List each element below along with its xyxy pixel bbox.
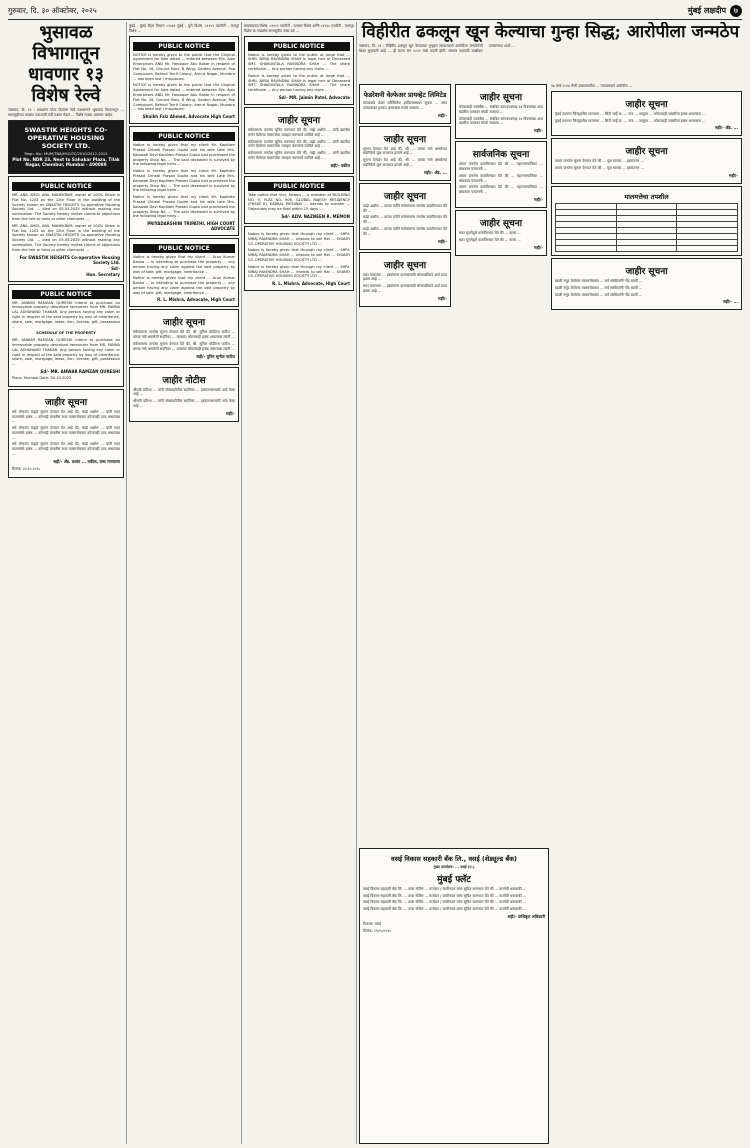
marathi-notice-body-cont: सर्व लोकांना याद्वारे सूचना देण्यात येत आहे की, माझे अशील ... यांनी सदर मालमत्तेचे हक्क ... कोणाही व्यक्तीस सदर मालमत्तेबाबत कोणताही दावा असल्यास ... (12, 426, 120, 440)
notice-label: PUBLIC NOTICE (248, 182, 350, 191)
notice-body: सूचना देण्यात येत आहे की, श्री. ... यांच्या नावे असलेल्या सदनिकेचे मूळ करारपत्र हरवले आहे ... (363, 146, 447, 156)
sale-sign: R. L. Mishra, Advocate, High Court (272, 281, 350, 287)
notice-title: जाहीर सूचना (383, 191, 427, 202)
marathi-body: सर्वसामान्य जनतेस सूचना देण्यात येते की, श्री. सुनिल धोंडीराम पाटील ... यांच्या नावे असलेली सदनिका ... याबाबत कोणाचाही हक्क असल्यास त्यांनी ... (133, 330, 235, 340)
marathi-notice-col6b (551, 138, 742, 184)
transfer-public-notice (244, 176, 354, 224)
purchase-public-notice (8, 284, 124, 387)
notice-sign: सही/- (534, 244, 543, 250)
notice-sign: सही/- ॲड. ... (714, 125, 738, 131)
notice-sign: सही/- (438, 238, 447, 244)
marathi-notice-col5b (455, 141, 547, 208)
schedule-body: MR. ANWAR RAMZAN QURESHI intend to purchase an immovable property described hereunder from MR. PANNA LAL ASHANAND THAKAR. Any person having any claim or right in respect of the said property by way of inheritance, share, sale, mortgage, lease, lien, license, gift, possession ... (12, 338, 120, 367)
bank-possession-notice (359, 848, 549, 1144)
notice-label: PUBLIC NOTICE (248, 42, 350, 51)
notice-title: सार्वजनिक सूचना (472, 150, 530, 161)
notice-title: जाहीर सूचना (162, 318, 206, 329)
marathi-notice-body-cont2: सर्व लोकांना याद्वारे सूचना देण्यात येत आहे की, माझे अशील ... यांनी सदर मालमत्तेचे हक्क ... कोणाही व्यक्तीस सदर मालमत्तेबाबत कोणताही दावा असल्यास ... (12, 442, 120, 457)
notice-title: जाहीर सूचना (383, 134, 427, 145)
notice-title: जाहीर सूचना (479, 93, 523, 103)
notice-body: तमाम जनतेस सूचना देण्यात येते की ... मूळ मालक ... हस्तांतरण ... (555, 159, 644, 164)
notice-body: मुंबई उपनगर जिल्ह्यातील मालमत्ता ... सिटी सर्व्हे क्र. ... गाव ... तालुका ... कोणत्याही व्यक्तीचा हक्क असल्यास ... (555, 111, 706, 116)
purchase-intent-body: Notice is hereby given that my client ... Arun Kumar Banka ... is intending to purchase the property ... any person having any claim against the said property by way of sale, gift, mortgage, inheritance ... (133, 255, 235, 274)
society-notice-body: MR. ANIL AMOL ANIL MANEKRAM, owner of 100% Share in Flat No. 1203 on the 12th Floor in the building of the Society known as SWASTIK HEIGHTS Co-operative Housing Society Ltd. ... died on 05.05.2025 without making any nomination. The Society hereby invites claims or objections from the heir or heirs or other claimants ... (12, 192, 120, 221)
marathi-notice-col3 (244, 107, 354, 174)
header-rule (8, 19, 742, 20)
page-number: ७ (730, 5, 742, 17)
lead-headline: विहीरीत ढकलून खून केल्याचा गुन्हा सिद्ध; आरोपीला जन्मठेप (361, 22, 740, 42)
column-3 (244, 22, 354, 1144)
marathi-notice-sign: सही/- ॲड. प्रशांत ... वकील, उच्च न्यायालय (53, 458, 120, 464)
notice-title: जाहीर सूचना (625, 99, 668, 110)
property-table (555, 203, 738, 252)
column-5 (455, 82, 547, 842)
marathi2-body-cont: श्रीमती प्रतिभा ... यांनी सोसायटीतील सदनिका ... हस्तांतरणासाठी अर्ज केला आहे ... (133, 399, 235, 409)
notice-label: PUBLIC NOTICE (12, 290, 120, 299)
shop-heirs-body: Notice is hereby given that my client Mr. Kapildev Prasad Chhedi Prasad Gupta and his wife Late Mrs. Kalawati Devi Kapildev Prasad Gupta had purchased the property Shop No. ... The said deceased is survived by the following legal heirs ... (133, 143, 235, 167)
bank-date: दिनांक: २९/१०/२०२५ (363, 928, 392, 933)
heir-notice-sign: Sd/- MR. Jaimin Patel, Advocate (278, 94, 350, 100)
column-1 (8, 22, 124, 1144)
marathi-notice-col1 (8, 389, 124, 478)
transfer-sign: Sd/- ADV. NAZNEEN R. MEMON (281, 213, 350, 219)
notice-title: जाहीर सूचना (44, 397, 88, 408)
marathi-notice-date: दिनांक: ३०.१०.२०२५ (12, 466, 41, 471)
shop-heirs-notice (129, 126, 239, 236)
marathi-notice-body: सर्व लोकांना याद्वारे सूचना देण्यात येत आहे की, माझे अशील ... यांनी सदर मालमत्तेचे हक्क ... कोणाही व्यक्तीस सदर मालमत्तेबाबत कोणताही दावा असल्यास ... (12, 409, 120, 424)
sale-public-notice (244, 226, 354, 291)
col3-intro: ग्रामपंचायत विशेष, ०११०९ एलटीटी - बनारस विशेष आणि ०२१३० एलटीटी - दानापूर विशेष या गाड्यांना सणासुदीत जादा डबे ... (244, 24, 354, 33)
heir-public-notice (244, 36, 354, 105)
lead-story-head (359, 22, 742, 82)
fixed-box-sign: सही/- (438, 112, 447, 118)
marathi-notice-col6c (551, 258, 742, 310)
transfer-body: Take notice that Shri. Farooq ... a member of BUILDING NO. 9, FLAT NO. 906, GLOBAL RAJESH RESIDENCY (PHASE II), KABRAL PATHWAY ... intends to transfer ... Objections may be filed within 15 days ... (248, 192, 350, 212)
table-title: मालमत्तेचा तपशील (624, 192, 669, 201)
col2-intro: मुंबई - मुंबई सेंट्रल विभाग ०१०७१ मुंबई - पुणे विशेष, ०११२१ एलटीटी - नागपूर विशेष ... (129, 24, 239, 33)
society-notice-body-cont: MR. ANIL AMOL ANIL MANEKRAM, owner of 100% Share in Flat No. 1203 on the 12th Floor in the building of the Society known as SWASTIK HEIGHTS Co-operative Housing Society Ltd. ... died on 05.05.2025 without making any nomination. The Society hereby invites claims or objections from the heir or heirs or other claimants ... (12, 223, 120, 252)
notice-body: माझे अशील ... यांच्या वतीने सर्वसामान्य जनतेस कळविण्यात येते की ... (363, 203, 447, 213)
notice-body: तमाम जनतेस कळविण्यात येते की ... महानगरपालिका ... बांधकाम परवानगी ... (459, 162, 543, 171)
shop-heirs-sign: PRIYADARSHINI TRIPATHI, HIGH COURT ADVOCATE (147, 221, 235, 232)
notice-label: PUBLIC NOTICE (133, 42, 235, 51)
purchase-intent-notice (129, 238, 239, 307)
society-sign-title: Hon. Secretary (86, 271, 120, 277)
marathi-notice-col2b (129, 367, 239, 422)
bank-notice-body-cont2: वसई विकास सहकारी बँक लि. ... ताबा नोटीस ... कर्जदार / जामीनदार यांना सूचित करण्यात येते की ... कर्जाची थकबाकी ... (363, 900, 527, 905)
marathi-notice-col4c (359, 252, 451, 307)
notice-title: जाहीर सूचना (625, 266, 668, 277)
society-address: Plot No. NDR 23, Next to Sahakar Plaza, Tilak Nagar, Chembur, Mumbai - 400089 (12, 157, 120, 168)
purchase-sign: Sd/- MR. ANWAR RAMZAN QURESHI (40, 368, 120, 374)
fixed-box-body: यांच्याकडे शेअर सर्टिफिकेट हरविल्याबाबत सूचना ... सदर दाव्याबाबत हरकत असल्यास संपर्क साधावा ... (363, 101, 447, 110)
society-reg: Regn. No.: MUM/TNA/HSG/TC/2010/2012-2013 (24, 151, 108, 156)
notice-body-cont: कोणत्याही व्यक्तीस ... संबंधित कागदपत्रांसह १४ दिवसांच्या आत खालील पत्त्यावर संपर्क साधावा ... (459, 116, 543, 126)
marathi-notice-col5c (455, 210, 547, 256)
property-table-notice (551, 186, 742, 256)
notice-body-cont: सदर सूचनेद्वारे कळविण्यात येते की ... वारस ... (459, 237, 521, 242)
notice-sign: सही/- ... (723, 299, 738, 305)
sale-body-cont2: Notice is hereby given that through my client ... SHRI. NIRAJ RAVINDRA SHAH ... intends to sell flat ... SHANTI CO-OPERATIVE HOUSING SOCIETY LTD ... (248, 264, 350, 279)
marathi-notice-col4b (359, 183, 451, 250)
table-row (556, 245, 738, 251)
col1-intro: जळगाव, दि. २९ : प्रवाशांना मोठा दिलासा रेल्वे प्रशासनाने भुसावळ विभागातून ... सणासुदीच्या काळात प्रवाशांची गर्दी लक्षात घेऊन ... विशेष गाड्या धावणार आहेत. (8, 108, 124, 117)
notice-body-cont: मुंबई उपनगर जिल्ह्यातील मालमत्ता ... सिटी सर्व्हे क्र. ... गाव ... तालुका ... कोणत्याही व्यक्तीचा हक्क असल्यास ... (555, 118, 706, 123)
headline-bhusawal: भुसावळ विभागातून धावणार १३ विशेष रेल्वे (28, 22, 104, 106)
notice-label: PUBLIC NOTICE (133, 132, 235, 141)
lost-agreement-sign: Shaikh Faiz Ahmed, Advocate High Court (142, 114, 235, 120)
column-4 (359, 82, 451, 842)
column-divider (126, 22, 127, 1144)
marathi-body-cont: सर्वसामान्य जनतेस सूचना देण्यात येते की, श्री. सुनिल धोंडीराम पाटील ... यांच्या नावे असलेली सदनिका ... याबाबत कोणाचाही हक्क असल्यास त्यांनी ... (133, 342, 235, 351)
notice-title: जाहीर सूचना (277, 115, 321, 126)
bank-place: ठिकाण: वसई (363, 921, 381, 926)
column-divider (241, 22, 242, 1144)
bank-subtitle: मुख्य कार्यालय: ... वसई (प.) (433, 865, 475, 869)
notice-sign: सही/- (534, 196, 543, 202)
society-sign: Sd/- (111, 265, 120, 271)
marathi-notice-col2 (129, 309, 239, 364)
society-public-notice (8, 176, 124, 282)
notice-body-cont: खाली नमूद केलेल्या मालमत्तेबाबत ... सर्व संबंधितांनी नोंद घ्यावी ... (555, 285, 643, 290)
sale-body-cont: Notice is hereby given that through my client ... SHRI. NIRAJ RAVINDRA SHAH ... intends to sell flat ... SHANTI CO-OPERATIVE HOUSING SOCIETY LTD ... (248, 248, 350, 262)
notice-body-cont2: माझे अशील ... यांच्या वतीने सर्वसामान्य जनतेस कळविण्यात येते की ... (363, 226, 447, 236)
notice-sign: सही/- (729, 172, 738, 178)
notice-title: जाहीर सूचना (383, 260, 427, 271)
fixed-box-notice (359, 84, 451, 124)
society-sign-for: For SWASTIK HEIGHTS Co-operative Housing Society Ltd. (19, 254, 120, 265)
notice-body-cont: सूचना देण्यात येत आहे की, श्री. ... यांच्या नावे असलेल्या सदनिकेचे मूळ करारपत्र हरवले आहे ... (363, 158, 447, 167)
marathi-notice-col6a (551, 91, 742, 137)
marathi-body-cont2: सर्वसामान्य जनतेस सूचित करण्यात येते की, माझे अशील ... यांनी खालील वर्णन केलेल्या मालमत्तेचा व्यवहार करण्याचे ठरविले आहे ... (248, 151, 350, 160)
notice-sign: सही/- (534, 128, 543, 134)
column-2 (129, 22, 239, 1144)
marathi-sign: सही/- वकील (330, 162, 350, 168)
notice-body-cont: तमाम जनतेस सूचना देण्यात येते की ... मूळ मालक ... हस्तांतरण ... (555, 166, 644, 171)
page-header (8, 4, 742, 18)
bank-sign: सही/- प्राधिकृत अधिकारी (507, 913, 545, 919)
sale-body: Notice is hereby given that through my client ... SHRI. NIRAJ RAVINDRA SHAH ... intends to sell flat ... SHANTI CO-OPERATIVE HOUSING SOCIETY LTD ... (248, 231, 350, 246)
column-divider (356, 22, 357, 1144)
bank-notice-body-cont: वसई विकास सहकारी बँक लि. ... ताबा नोटीस ... कर्जदार / जामीनदार यांना सूचित करण्यात येते की ... कर्जाची थकबाकी ... (363, 893, 527, 898)
notice-label: PUBLIC NOTICE (12, 182, 120, 191)
issue-date: गुरुवार, दि. ३० ऑक्टोबर, २०२५ (8, 6, 97, 15)
notice-body-cont2: तमाम जनतेस कळविण्यात येते की ... महानगरपालिका ... बांधकाम परवानगी ... (459, 185, 543, 195)
lost-agreement-notice (129, 36, 239, 125)
schedule-title: SCHEDULE OF THE PROPERTY (36, 331, 96, 336)
marathi-body-cont: सर्वसामान्य जनतेस सूचित करण्यात येते की, माझे अशील ... यांनी खालील वर्णन केलेल्या मालमत्तेचा व्यवहार करण्याचे ठरविले आहे ... (248, 139, 350, 149)
society-name: SWASTIK HEIGHTS CO-OPERATIVE HOUSING SOCIETY LTD. (24, 125, 108, 150)
marathi2-sign: सही/- (226, 410, 235, 416)
notice-body: कोणत्याही व्यक्तीस ... संबंधित कागदपत्रांसह १४ दिवसांच्या आत खालील पत्त्यावर संपर्क साधावा ... (459, 105, 543, 114)
bank-notice-body: वसई विकास सहकारी बँक लि. ... ताबा नोटीस ... कर्जदार / जामीनदार यांना सूचित करण्यात येते की ... कर्जाची थकबाकी ... (363, 886, 527, 891)
notice-body: सदर मालमत्ता ... हस्तांतरण करण्यासाठी सोसायटीकडे अर्ज प्राप्त झाला आहे ... (363, 272, 447, 282)
col6-top-body: २७ मार्च २०२४ रोजी जळगावातील ... न्यायालयाने आरोपीस ... (551, 84, 633, 88)
notice-body-cont: तमाम जनतेस कळविण्यात येते की ... महानगरपालिका ... बांधकाम परवानगी ... (459, 173, 543, 183)
purchase-notice-body: MR. ANWAR RAMZAN QURESHI intend to purchase an immovable property described hereunder from MR. PANNA LAL ASHANAND THAKAR. Any person having any claim or right in respect of the said property by way of inheritance, share, sale, mortgage, lease, lien, license, gift, possession ... (12, 300, 120, 329)
marathi-sign: सही/- पुनित सुनील पाटील (196, 353, 235, 359)
bank-notice-body-cont3: वसई विकास सहकारी बँक लि. ... ताबा नोटीस ... कर्जदार / जामीनदार यांना सूचित करण्यात येते की ... कर्जाची थकबाकी ... (363, 907, 527, 912)
marathi-notice-col5a (455, 84, 547, 139)
society-notice-box (8, 120, 124, 174)
lead-body: जळगाव, दि. २९ : विहिरीत ढकलून खून केल्याच्या गुन्ह्यात न्यायालयाने आरोपीला जन्मठेपेची शिक्षा सुनावली आहे ... ही घटना सन २०२१ मध्ये घडली होती. सरकार पक्षातर्फे साक्षीदार तपासण्यात आले ... (359, 44, 515, 53)
bank-notice-title: मुंबई फ्लॅट (437, 874, 471, 885)
notice-body-cont2: खाली नमूद केलेल्या मालमत्तेबाबत ... सर्व संबंधितांनी नोंद घ्यावी ... (555, 292, 643, 297)
notice-body: खाली नमूद केलेल्या मालमत्तेबाबत ... सर्व संबंधितांनी नोंद घ्यावी ... (555, 278, 643, 283)
notice-label: PUBLIC NOTICE (133, 244, 235, 253)
notice-body-cont: माझे अशील ... यांच्या वतीने सर्वसामान्य जनतेस कळविण्यात येते की ... (363, 215, 447, 225)
marathi-body: सर्वसामान्य जनतेस सूचित करण्यात येते की, माझे अशील ... यांनी खालील वर्णन केलेल्या मालमत्तेचा व्यवहार करण्याचे ठरविले आहे ... (248, 127, 350, 137)
fixed-box-title: फेडरेशनी वेल्फेअर प्रायव्हेट लिमिटेड (363, 91, 447, 99)
marathi-notice-col4a (359, 126, 451, 181)
notice-sign: सही/- ॲड. ... (423, 169, 447, 175)
marathi2-body: श्रीमती प्रतिभा ... यांनी सोसायटीतील सदनिका ... हस्तांतरणासाठी अर्ज केला आहे ... (133, 387, 235, 397)
notice-body: सदर सूचनेद्वारे कळविण्यात येते की ... वारस ... (459, 230, 521, 235)
bank-title: वसई विकास सहकारी बँक लि., वसई (शेड्यूल्ड बँक) (390, 855, 518, 863)
notice-title: जाहीर सूचना (479, 218, 523, 229)
shop-heirs-body-cont: Notice is hereby given that my client Mr. Kapildev Prasad Chhedi Prasad Gupta and his wife Late Mrs. Kalawati Devi Kapildev Prasad Gupta had purchased the property Shop No. ... The said deceased is survived by the following legal heirs ... (133, 169, 235, 193)
lost-agreement-body: NOTICE is hereby given to the public that the Original Agreement for Sale dated ... entered between M/s. Ajax Enterprises AND Mr. Farooque Abu Bakar in respect of Flat No. 16, Ground floor, B Wing, Garden Avenue, Pop Compound, Behind Tarrif Colony, Amrut Nagar, Mumbra ... has been lost / misplaced. (133, 52, 235, 81)
lost-agreement-body-cont: NOTICE is hereby given to the public that the Original Agreement for Sale dated ... entered between M/s. Ajax Enterprises AND Mr. Farooque Abu Bakar in respect of Flat No. 16, Ground floor, B Wing, Garden Avenue, Pop Compound, Behind Tarrif Colony, Amrut Nagar, Mumbra ... has been lost / misplaced. (133, 83, 235, 112)
shop-heirs-body-cont2: Notice is hereby given that my client Mr. Kapildev Prasad Chhedi Prasad Gupta and his wife Late Mrs. Kalawati Devi Kapildev Prasad Gupta had purchased the property Shop No. ... The said deceased is survived by the following legal heirs ... (133, 195, 235, 219)
notice-body-cont: सदर मालमत्ता ... हस्तांतरण करण्यासाठी सोसायटीकडे अर्ज प्राप्त झाला आहे ... (363, 284, 447, 293)
purchase-intent-body-cont: Notice is hereby given that my client ... Arun Kumar Banka ... is intending to purchase the property ... any person having any claim against the said property by way of sale, gift, mortgage, inheritance ... (133, 276, 235, 295)
heir-notice-body-cont: Notice is hereby given to the public at large that ... SHRI. NIRAJ RAVINDRA SHAH is legal heir of Deceased SMT. SHAKUNTALA RAVINDRA SHAH ... The share certificate ... Any person having any claim ... (248, 73, 350, 93)
notice-sign: सही/- (438, 295, 447, 301)
purchase-intent-sign: R. L. Mishra, Advocate, High Court (157, 297, 235, 303)
heir-notice-body: Notice is hereby given to the public at large that ... SHRI. NIRAJ RAVINDRA SHAH is legal heir of Deceased SMT. SHAKUNTALA RAVINDRA SHAH ... The share certificate ... Any person having any claim ... (248, 52, 350, 71)
masthead-brand: मुंबई लक्षदीप ७ (688, 5, 742, 17)
notice-title: जाहीर सूचना (625, 147, 668, 158)
purchase-place-date: Place: Mumbai Date: 30-10-2025 (12, 375, 72, 380)
column-6 (551, 82, 742, 1144)
notice-title: जाहीर नोटीस (162, 375, 206, 386)
